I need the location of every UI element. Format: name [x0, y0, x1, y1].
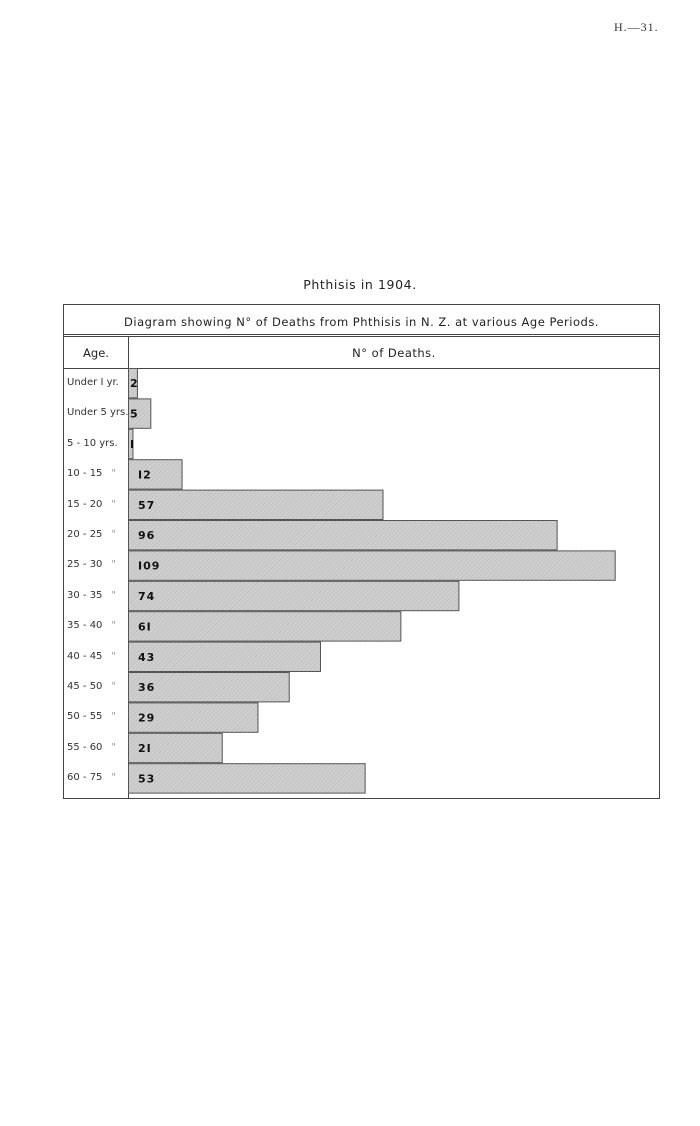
bar-7 [129, 581, 459, 610]
bar-value-label-1: 5 [130, 407, 139, 421]
bar-4 [129, 490, 384, 519]
ditto-mark: " [111, 498, 117, 510]
bar-9 [129, 642, 321, 671]
bar-value-label-2: I [130, 438, 136, 451]
ditto-mark: " [111, 741, 117, 753]
bar-value-label-6: I09 [138, 559, 161, 573]
ditto-mark: " [111, 529, 117, 540]
bar-value-label-10: 36 [138, 681, 156, 695]
bar-value-label-8: 6I [138, 620, 152, 634]
bars-group [129, 369, 616, 794]
age-label-1: Under 5 yrs. [67, 407, 128, 419]
diagram-heading: Diagram showing N° of Deaths from Phthisis in N. Z. at various Age Periods. [64, 305, 659, 337]
ditto-mark: " [111, 468, 117, 480]
bar-value-label-7: 74 [138, 590, 156, 603]
age-label-9: 40 - 45 " [67, 650, 117, 662]
chart-title: Phthisis in 1904. [303, 277, 417, 292]
bar-value-label-4: 57 [138, 498, 156, 512]
age-label-10: 45 - 50 " [67, 681, 117, 692]
deaths-column-header: N° of Deaths. [129, 337, 659, 369]
age-label-0: Under I yr. [67, 377, 119, 388]
age-label-8: 35 - 40 " [67, 620, 117, 632]
age-label-7: 30 - 35 " [67, 589, 117, 601]
bar-value-label-5: 96 [138, 529, 156, 543]
age-label-5: 20 - 25 " [67, 529, 117, 540]
ditto-mark: " [111, 772, 117, 784]
bar-value-label-9: 43 [138, 650, 156, 664]
bar-value-label-13: 53 [138, 772, 156, 786]
age-label-2: 5 - 10 yrs. [67, 437, 118, 449]
age-label-12: 55 - 60 " [67, 741, 117, 753]
age-label-6: 25 - 30 " [67, 559, 117, 571]
bar-8 [129, 612, 401, 641]
bar-value-label-0: 2 [130, 377, 139, 391]
ditto-mark: " [111, 711, 117, 723]
bar-3 [129, 460, 183, 489]
ditto-mark: " [111, 650, 117, 662]
bar-value-label-3: I2 [138, 468, 152, 482]
age-label-4: 15 - 20 " [67, 498, 117, 510]
bar-value-label-11: 29 [138, 711, 156, 725]
bar-6 [129, 551, 616, 580]
ditto-mark: " [111, 620, 117, 632]
bar-plot [128, 368, 659, 798]
bar-value-label-12: 2I [138, 742, 152, 755]
page-reference: H.—31. [614, 20, 659, 34]
ditto-mark: " [111, 681, 117, 692]
ditto-mark: " [111, 559, 117, 571]
ditto-mark: " [111, 589, 117, 601]
age-label-3: 10 - 15 " [67, 468, 117, 480]
age-label-13: 60 - 75 " [67, 772, 117, 784]
age-column-header: Age. [64, 337, 129, 369]
age-label-11: 50 - 55 " [67, 711, 117, 723]
bar-13 [129, 764, 366, 793]
bar-5 [129, 521, 558, 550]
